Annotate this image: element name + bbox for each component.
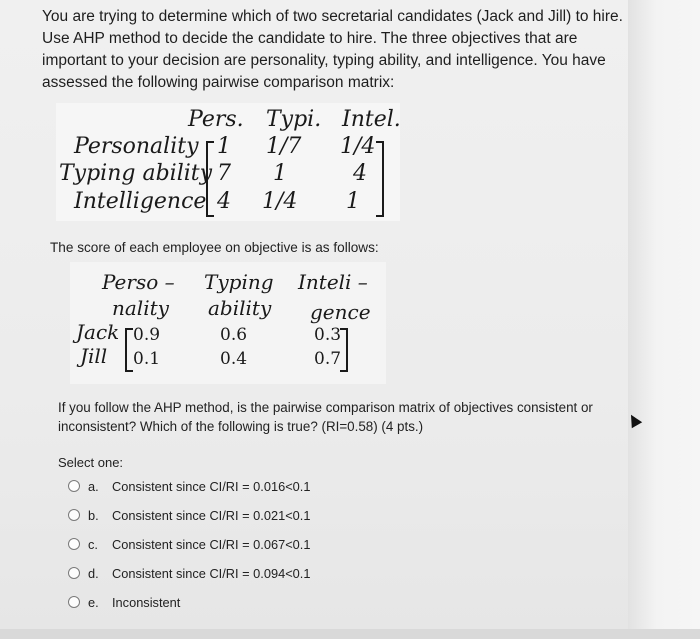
cell-2-3: 4 xyxy=(353,161,367,186)
col-header-typi: Typi. xyxy=(266,107,322,132)
option-e-letter: e. xyxy=(88,594,99,610)
radio-button-d[interactable] xyxy=(68,567,80,579)
jill-typing: 0.4 xyxy=(220,349,248,369)
radio-button-c[interactable] xyxy=(68,538,80,550)
question-text: If you follow the AHP method, is the pairwise comparison matrix of objectives consistent or inconsistent? Which of the following is true? (RI=0.58) (4 pts.) xyxy=(58,400,593,434)
right-margin xyxy=(628,0,700,639)
select-one-label: Select one: xyxy=(58,455,124,470)
score-matrix-image xyxy=(70,262,386,384)
score-intro-text: The score of each employee on objective is as follows: xyxy=(50,240,379,255)
left-bracket xyxy=(206,141,214,217)
option-d[interactable] xyxy=(68,564,310,582)
jill-intelligence: 0.7 xyxy=(314,349,342,369)
row-label-typing: Typing ability xyxy=(59,161,213,186)
option-d-letter: d. xyxy=(88,565,99,581)
col-header-perso: Perso – xyxy=(102,270,175,294)
option-b-text: Consistent since CI/RI = 0.021<0.1 xyxy=(112,507,311,523)
option-c-letter: c. xyxy=(88,536,98,552)
score-right-bracket xyxy=(340,328,348,372)
row-label-intelligence: Intelligence xyxy=(74,189,207,214)
cell-3-3: 1 xyxy=(346,189,360,214)
row-label-jill: Jill xyxy=(80,344,108,368)
radio-button-a[interactable] xyxy=(68,480,80,492)
cell-2-2: 1 xyxy=(273,161,287,186)
cell-1-2: 1/7 xyxy=(266,134,302,159)
option-e[interactable] xyxy=(68,593,180,611)
col-header-gence: gence xyxy=(310,300,371,324)
row-label-personality: Personality xyxy=(74,134,199,159)
option-e-text: Inconsistent xyxy=(112,594,181,610)
option-d-text: Consistent since CI/RI = 0.094<0.1 xyxy=(112,565,311,581)
radio-button-e[interactable] xyxy=(68,596,80,608)
cell-2-1: 7 xyxy=(217,161,231,186)
col-header-intel: Intel. xyxy=(342,107,401,132)
right-bracket xyxy=(376,141,384,217)
col-header-typing: Typing xyxy=(204,270,274,294)
jack-intelligence: 0.3 xyxy=(314,325,342,345)
cell-3-2: 1/4 xyxy=(262,189,298,214)
cell-3-1: 4 xyxy=(217,189,231,214)
jill-personality: 0.1 xyxy=(133,349,161,369)
col-header-ability: ability xyxy=(208,296,272,320)
row-label-jack: Jack xyxy=(76,320,120,344)
radio-button-b[interactable] xyxy=(68,509,80,521)
option-c[interactable] xyxy=(68,535,310,553)
cell-1-3: 1/4 xyxy=(340,134,376,159)
jack-typing: 0.6 xyxy=(220,325,248,345)
score-left-bracket xyxy=(125,328,133,372)
intro-paragraph: You are trying to determine which of two secretarial candidates (Jack and Jill) to hire. Use AHP method to decide the candidate to hire. The three objectives that are important to your decision are personality, typing ability, and intelligence. You have assessed the following pairwise comparison matrix: xyxy=(42,8,623,91)
bottom-edge xyxy=(0,629,700,639)
col-header-nality: nality xyxy=(112,296,169,320)
pairwise-matrix-image xyxy=(56,103,400,221)
col-header-pers: Pers. xyxy=(188,107,244,132)
option-b-letter: b. xyxy=(88,507,99,523)
option-a[interactable] xyxy=(68,477,310,495)
option-b[interactable] xyxy=(68,506,310,524)
jack-personality: 0.9 xyxy=(133,325,161,345)
option-c-text: Consistent since CI/RI = 0.067<0.1 xyxy=(112,536,311,552)
option-a-text: Consistent since CI/RI = 0.016<0.1 xyxy=(112,478,311,494)
col-header-inteli: Inteli – xyxy=(298,270,368,294)
option-a-letter: a. xyxy=(88,478,99,494)
cell-1-1: 1 xyxy=(217,134,231,159)
